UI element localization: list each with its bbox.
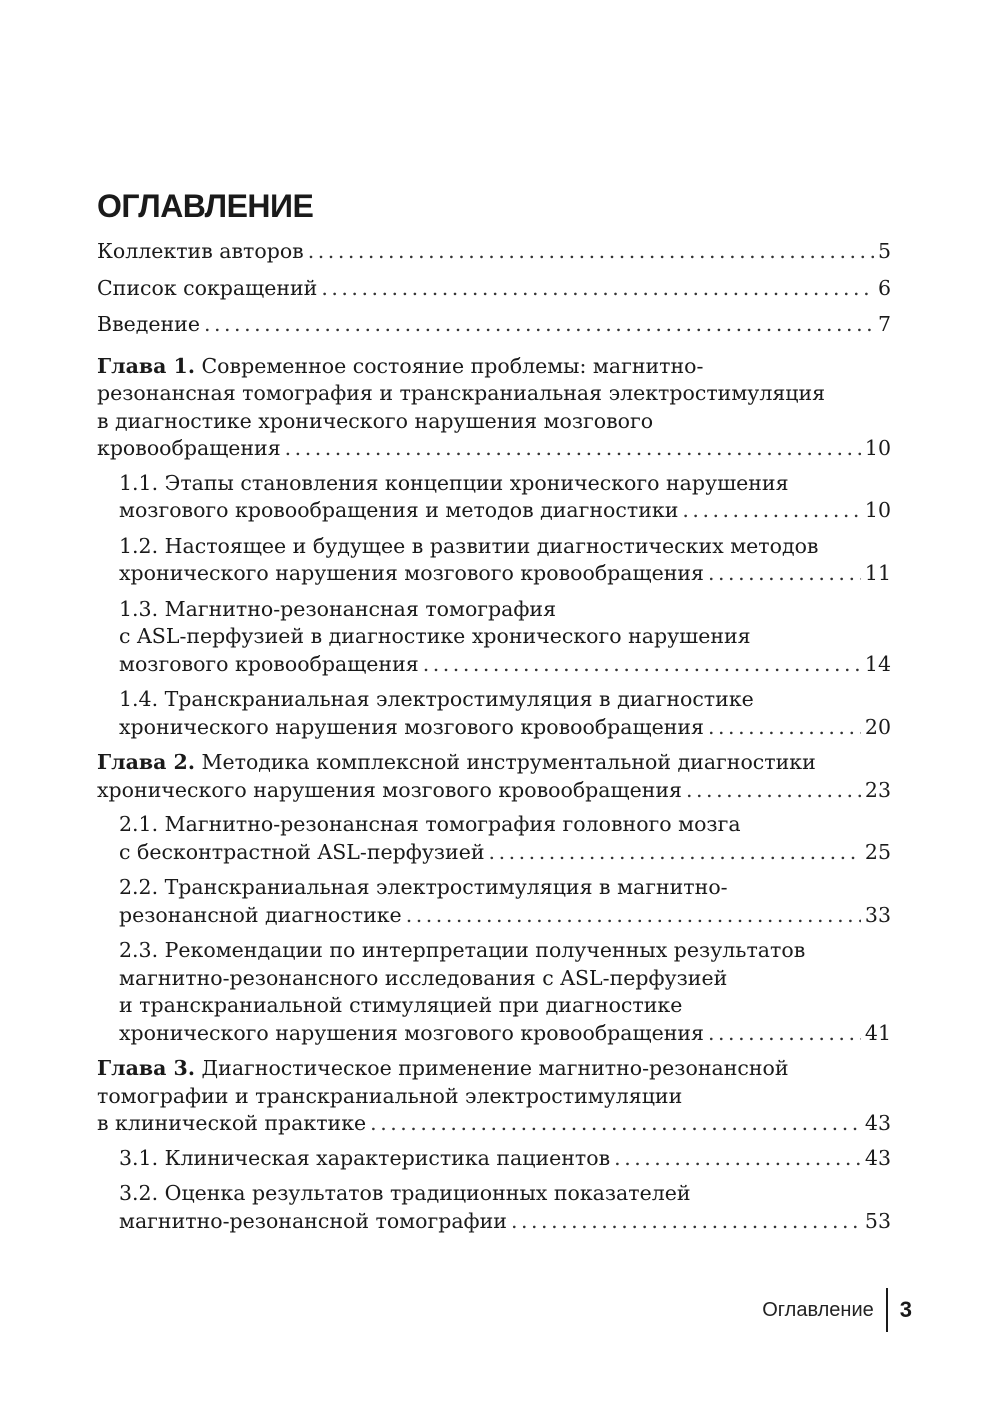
toc-chapter-1[interactable] xyxy=(97,353,891,463)
toc-entry-page: 33 xyxy=(864,902,891,927)
leader-dots xyxy=(204,311,874,339)
leader-dots xyxy=(614,1145,861,1173)
section-title-line: резонансной диагностике xyxy=(119,902,402,927)
leader-dots xyxy=(406,902,861,930)
section-title-line: 3.1. Клиническая характеристика пациентов xyxy=(119,1145,611,1170)
chapter-title-line: резонансная томография и транскраниальная электростимуляция xyxy=(97,381,826,405)
section-title-line: 3.2. Оценка результатов традиционных показателей xyxy=(119,1181,691,1205)
section-title-line: 1.3. Магнитно-резонансная томография xyxy=(119,596,557,621)
toc-section[interactable] xyxy=(97,533,891,588)
section-title-line: 2.1. Магнитно-резонансная томография головного мозга xyxy=(119,812,741,836)
section-title-line: 1.2. Настоящее и будущее в развитии диагностических методов xyxy=(119,533,819,558)
chapter-label: Глава 3. xyxy=(97,1056,195,1080)
toc-entry-text: Коллектив авторов xyxy=(97,239,304,263)
toc-chapter-2[interactable] xyxy=(97,749,891,804)
toc-entry-page: 5 xyxy=(877,239,891,263)
toc-chapter-3[interactable] xyxy=(97,1055,891,1138)
toc-section[interactable] xyxy=(97,874,891,929)
section-title-line: с бесконтрастной ASL-перфузией xyxy=(119,839,485,864)
page-footer xyxy=(762,1288,912,1332)
section-title-line: хронического нарушения мозгового кровообращения xyxy=(119,714,704,739)
leader-dots xyxy=(285,435,861,463)
chapter-title-line: хронического нарушения мозгового кровообращения xyxy=(97,777,682,802)
section-title-line: 1.1. Этапы становления концепции хронического нарушения xyxy=(119,470,789,495)
toc-entry[interactable] xyxy=(97,275,891,303)
toc-title: ОГЛАВЛЕНИЕ xyxy=(97,188,314,224)
leader-dots xyxy=(423,651,861,679)
toc-entry-page: 14 xyxy=(864,651,891,676)
leader-dots xyxy=(489,839,861,867)
section-title-line: и транскраниальной стимуляцией при диагностике xyxy=(119,993,683,1017)
toc-entry-text: Список сокращений xyxy=(97,275,318,300)
toc-entry-page: 6 xyxy=(877,275,891,300)
toc-entry-page: 20 xyxy=(864,714,891,739)
toc-section[interactable] xyxy=(97,811,891,866)
section-title-line: магнитно-резонансной томографии xyxy=(119,1208,507,1233)
section-title-line: 2.3. Рекомендации по интерпретации полученных результатов xyxy=(119,938,806,962)
toc-entry-page: 41 xyxy=(864,1020,891,1045)
toc-entry-text: Введение xyxy=(97,312,200,336)
section-title-line: магнитно-резонансного исследования с ASL-перфузией xyxy=(119,965,728,990)
toc-section[interactable] xyxy=(97,1145,891,1173)
toc-entry[interactable] xyxy=(97,238,891,266)
chapter-title-line: кровообращения xyxy=(97,436,281,460)
chapter-label: Глава 2. xyxy=(97,750,195,774)
toc-page xyxy=(97,186,891,1243)
leader-dots xyxy=(686,777,861,805)
chapter-title-line: в диагностике хронического нарушения мозгового xyxy=(97,408,654,433)
toc-entry-page: 43 xyxy=(864,1145,891,1170)
leader-dots xyxy=(370,1110,861,1138)
leader-dots xyxy=(682,497,861,525)
chapter-title-line: Диагностическое применение магнитно-резонансной xyxy=(201,1056,789,1080)
leader-dots xyxy=(321,275,874,303)
page-number: 3 xyxy=(899,1297,912,1322)
toc-entry-page: 53 xyxy=(864,1208,891,1233)
toc-section[interactable] xyxy=(97,937,891,1047)
toc-entry-page: 10 xyxy=(864,436,891,460)
toc-entry-page: 10 xyxy=(864,498,891,522)
leader-dots xyxy=(511,1208,861,1236)
chapter-label: Глава 1. xyxy=(97,353,195,378)
toc-section[interactable] xyxy=(97,470,891,525)
toc-section[interactable] xyxy=(97,686,891,741)
toc-entry-page: 23 xyxy=(864,777,891,802)
section-title-line: мозгового кровообращения и методов диагностики xyxy=(119,498,679,522)
toc-entry-page: 25 xyxy=(864,839,891,864)
toc-section[interactable] xyxy=(97,1180,891,1235)
section-title-line: хронического нарушения мозгового кровообращения xyxy=(119,561,704,585)
chapter-title-line: в клинической практике xyxy=(97,1111,367,1135)
section-title-line: 1.4. Транскраниальная электростимуляция в диагностике xyxy=(119,687,754,711)
toc-entry-page: 11 xyxy=(864,561,891,585)
leader-dots xyxy=(708,714,861,742)
toc-entry-page: 7 xyxy=(877,312,891,336)
toc-entry-page: 43 xyxy=(864,1111,891,1135)
chapter-title-line: Методика комплексной инструментальной диагностики xyxy=(201,750,816,774)
section-title-line: хронического нарушения мозгового кровообращения xyxy=(119,1020,704,1045)
section-title-line: с ASL-перфузией в диагностике хронического нарушения xyxy=(119,624,751,648)
chapter-title-line: томографии и транскраниальной электростимуляции xyxy=(97,1083,683,1108)
toc-entries xyxy=(97,238,891,1235)
toc-entry[interactable] xyxy=(97,311,891,339)
section-title-line: мозгового кровообращения xyxy=(119,651,419,676)
section-title-line: 2.2. Транскраниальная электростимуляция в магнитно- xyxy=(119,875,728,899)
leader-dots xyxy=(708,1020,861,1048)
chapter-title-line: Современное состояние проблемы: магнитно- xyxy=(201,353,704,378)
leader-dots xyxy=(708,560,861,588)
leader-dots xyxy=(308,238,874,266)
toc-section[interactable] xyxy=(97,596,891,679)
running-title: Оглавление xyxy=(762,1298,874,1321)
